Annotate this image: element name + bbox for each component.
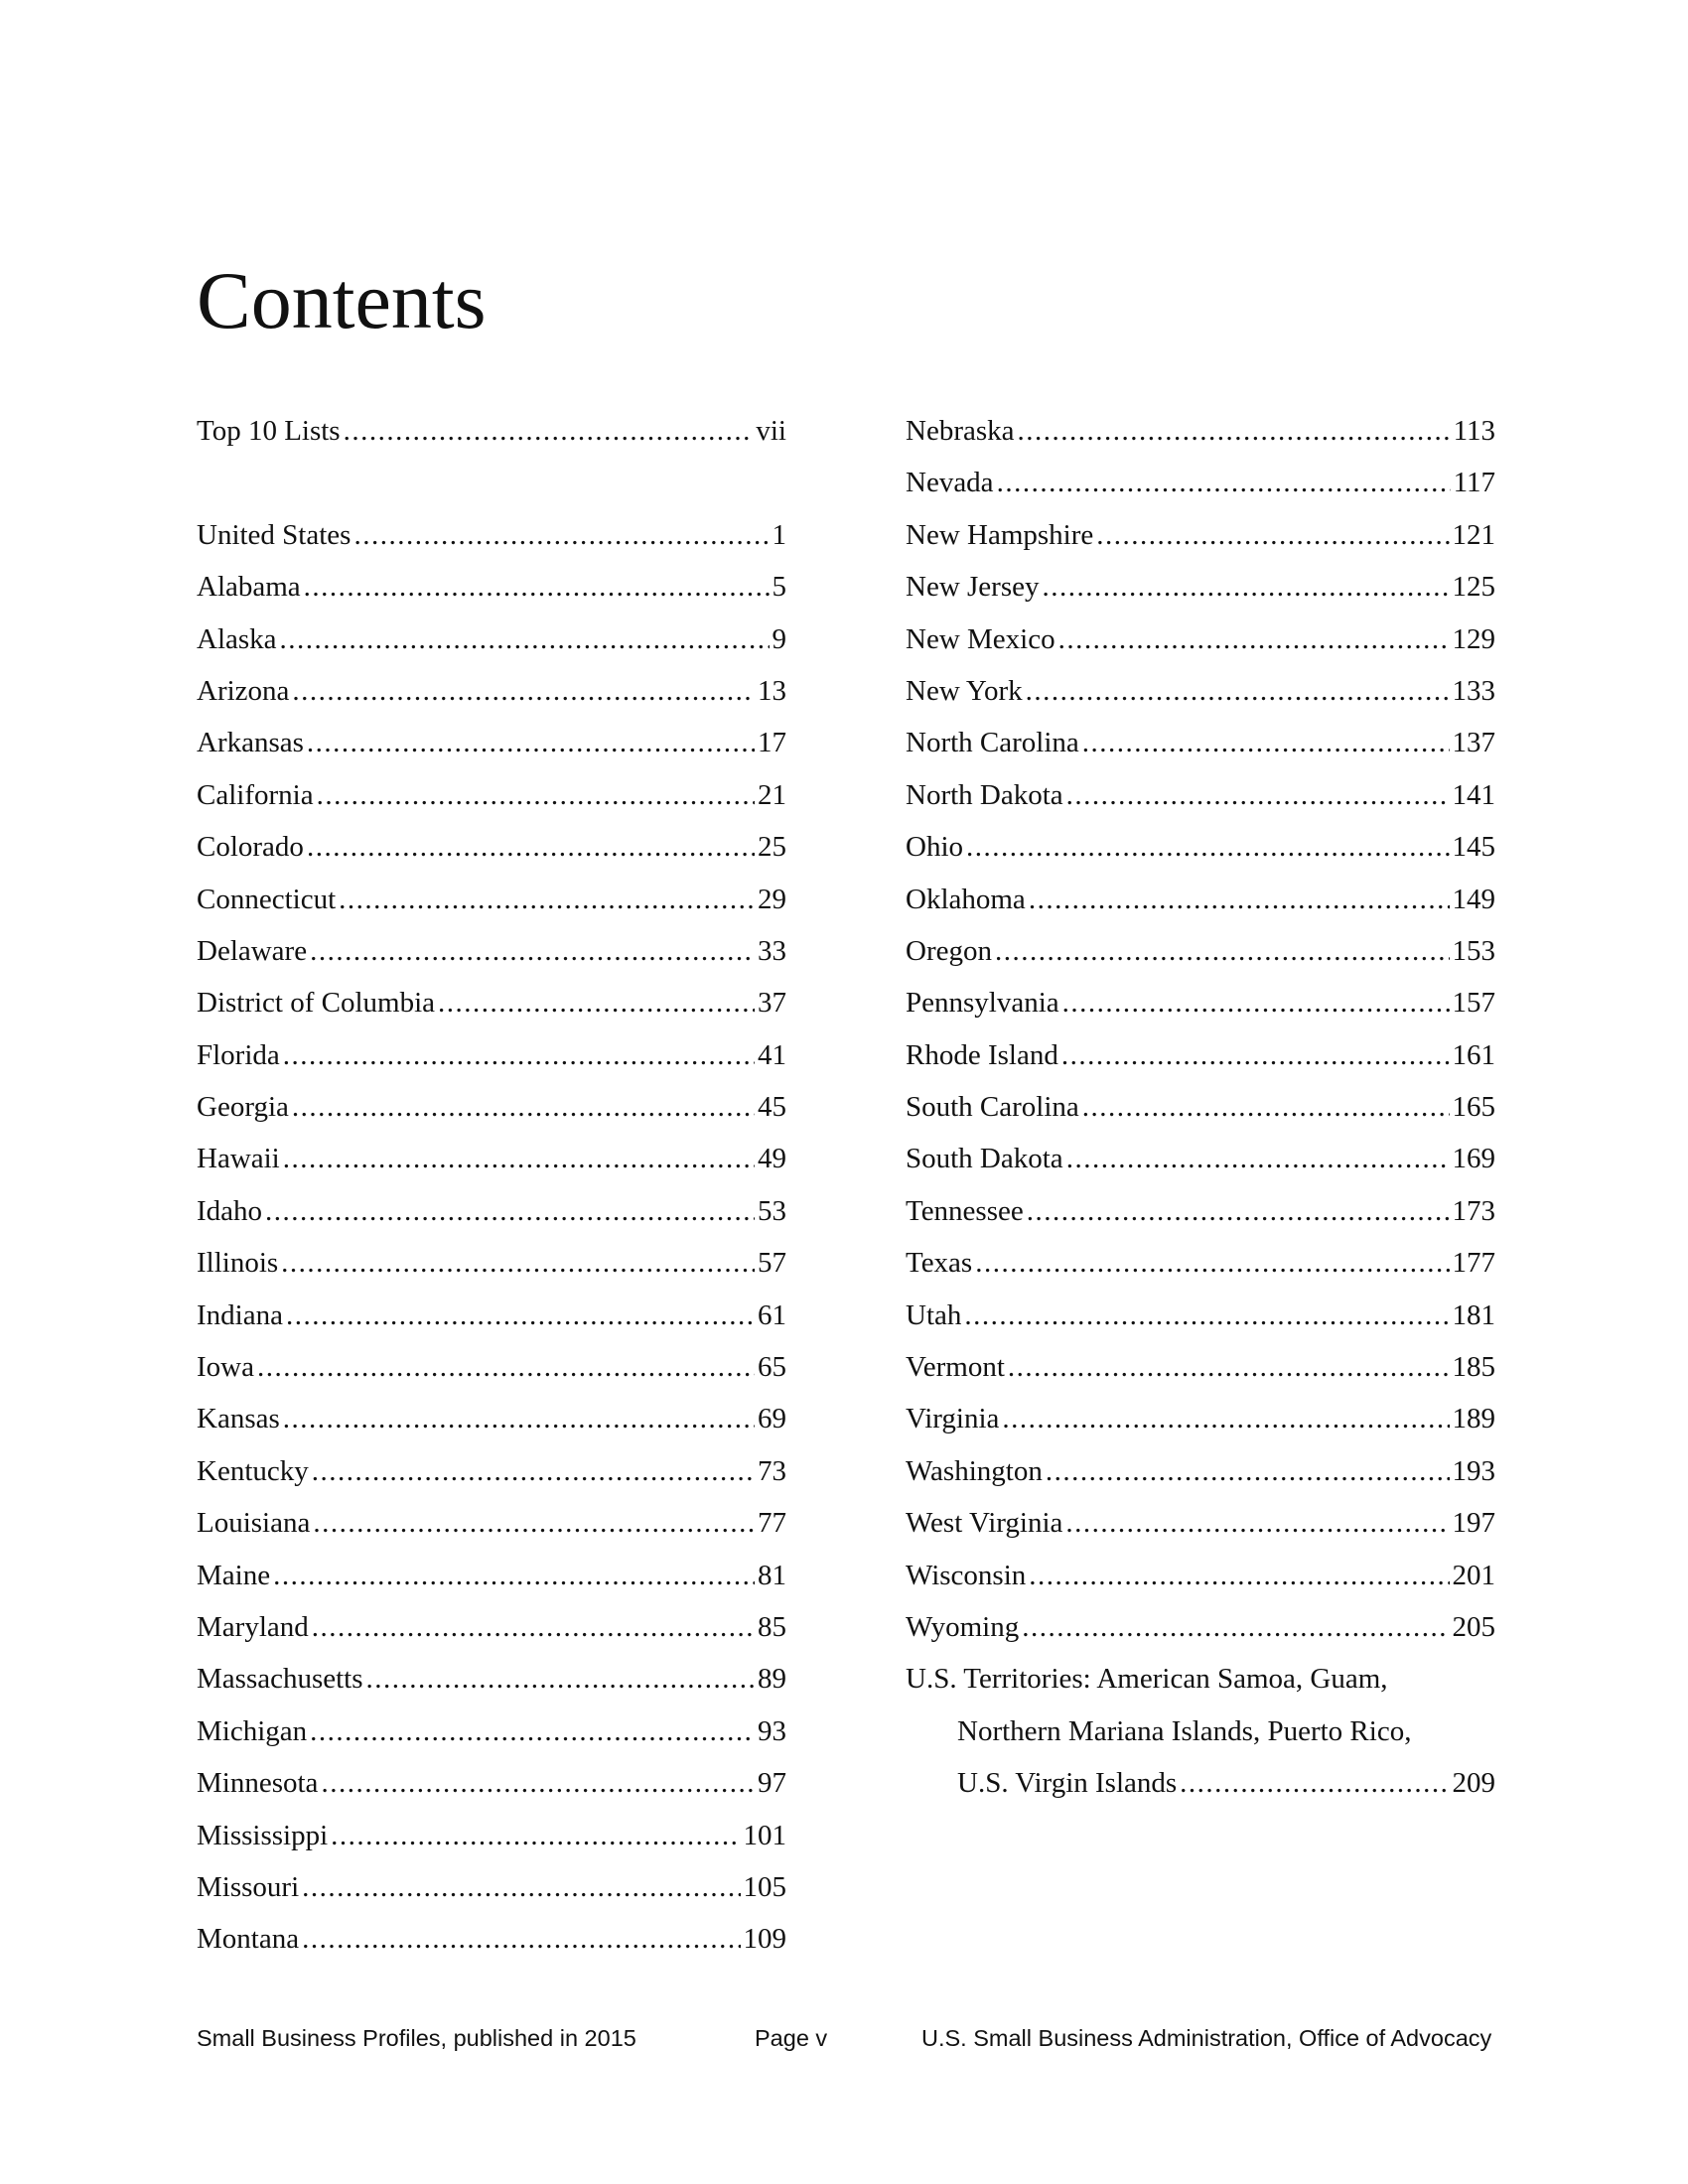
toc-entry[interactable] — [197, 884, 786, 935]
toc-entry-page: 85 — [758, 1610, 786, 1643]
dot-leader — [1065, 1507, 1449, 1540]
toc-entry-label: West Virginia — [906, 1507, 1063, 1540]
dot-leader — [1026, 675, 1450, 708]
toc-entry[interactable] — [197, 1767, 786, 1819]
toc-entry-label: California — [197, 778, 314, 811]
dot-leader — [1058, 623, 1450, 656]
toc-entry-label: Maryland — [197, 1610, 309, 1643]
dot-leader — [1066, 779, 1450, 812]
dot-leader — [302, 1923, 740, 1956]
toc-entry[interactable] — [197, 727, 786, 778]
toc-entry-label: Arizona — [197, 674, 290, 707]
toc-entry-page: 117 — [1453, 467, 1495, 499]
toc-entry[interactable] — [197, 1299, 786, 1351]
toc-entry[interactable] — [197, 1247, 786, 1298]
toc-entry-label: Oregon — [906, 934, 992, 967]
toc-entry-label: Utah — [906, 1298, 962, 1331]
toc-entry-label: Colorado — [197, 831, 304, 864]
toc-entry-page: 133 — [1452, 674, 1495, 707]
dot-leader — [310, 1715, 755, 1748]
toc-entry-page: 137 — [1452, 727, 1495, 759]
toc-entry-label: Massachusetts — [197, 1663, 363, 1696]
toc-entry-label: Pennsylvania — [906, 987, 1059, 1020]
toc-right-list — [906, 415, 1495, 1663]
toc-entry-label: Louisiana — [197, 1507, 311, 1540]
toc-entry-label: Mississippi — [197, 1819, 329, 1851]
toc-entry-label: North Dakota — [906, 778, 1063, 811]
dot-leader — [1002, 1403, 1449, 1435]
toc-entry[interactable] — [197, 1871, 786, 1923]
toc-entry-page: 57 — [758, 1247, 786, 1280]
toc-entry[interactable] — [906, 1195, 1495, 1247]
toc-entry[interactable] — [906, 623, 1495, 675]
toc-entry-label: Indiana — [197, 1298, 283, 1331]
toc-entry-label: Tennessee — [906, 1194, 1024, 1227]
toc-entry-page: 121 — [1452, 518, 1495, 551]
dot-leader — [283, 1403, 755, 1435]
dot-leader — [283, 1143, 755, 1175]
dot-leader — [1027, 1195, 1450, 1228]
toc-entry-page: 177 — [1452, 1247, 1495, 1280]
dot-leader — [1008, 1351, 1450, 1384]
toc-entry-page: 197 — [1452, 1507, 1495, 1540]
toc-entry-page: 169 — [1452, 1143, 1495, 1175]
dot-leader — [339, 884, 755, 916]
toc-entry[interactable] — [197, 1560, 786, 1611]
toc-entry-page: 205 — [1452, 1610, 1495, 1643]
toc-entry[interactable] — [906, 935, 1495, 987]
toc-entry[interactable] — [906, 519, 1495, 571]
toc-entry-label: Top 10 Lists — [197, 415, 341, 447]
toc-entry-label: United States — [197, 518, 352, 551]
toc-entry-territories-line3[interactable] — [906, 1767, 1495, 1819]
dot-leader — [286, 1299, 755, 1332]
toc-entry-label: Ohio — [906, 831, 963, 864]
toc-entry-label: Georgia — [197, 1091, 289, 1124]
toc-entry-page: 101 — [743, 1819, 786, 1851]
toc-entry-page: 185 — [1452, 1351, 1495, 1384]
dot-leader — [302, 1871, 740, 1904]
toc-entry[interactable] — [906, 1455, 1495, 1507]
toc-entry-page: 37 — [758, 987, 786, 1020]
dot-leader — [1029, 884, 1450, 916]
toc-entry-page: 153 — [1452, 934, 1495, 967]
toc-entry-page: 141 — [1452, 778, 1495, 811]
toc-entry[interactable] — [906, 779, 1495, 831]
toc-entry-label: Nebraska — [906, 415, 1015, 447]
footer-publication: Small Business Profiles, published in 2015 — [197, 2025, 636, 2051]
dot-leader — [975, 1247, 1449, 1280]
dot-leader — [312, 1611, 755, 1644]
toc-entry[interactable] — [906, 1351, 1495, 1403]
dot-leader — [292, 675, 755, 708]
toc-entry-label: Michigan — [197, 1714, 308, 1747]
toc-entry-label: New Hampshire — [906, 518, 1094, 551]
toc-entry-label: North Carolina — [906, 727, 1079, 759]
toc-entry-label: Virginia — [906, 1403, 1000, 1435]
toc-entry[interactable] — [197, 1715, 786, 1767]
toc-entry[interactable] — [906, 884, 1495, 935]
toc-entry[interactable] — [197, 935, 786, 987]
dot-leader — [1018, 415, 1451, 448]
dot-leader — [1082, 1091, 1450, 1124]
toc-entry-label: Wyoming — [906, 1610, 1020, 1643]
toc-entry-label: Connecticut — [197, 883, 337, 915]
toc-entry[interactable] — [197, 1143, 786, 1194]
toc-entry-label: Hawaii — [197, 1143, 280, 1175]
toc-entry-label: U.S. Territories: American Samoa, Guam, — [906, 1663, 1388, 1696]
toc-entry[interactable] — [197, 831, 786, 883]
toc-entry-page: 9 — [772, 622, 786, 655]
toc-entry[interactable] — [906, 1143, 1495, 1194]
dot-leader — [1066, 1143, 1450, 1175]
toc-entry-label: South Dakota — [906, 1143, 1063, 1175]
toc-entry[interactable] — [197, 1195, 786, 1247]
toc-entry[interactable] — [197, 987, 786, 1038]
toc-entry-page: 69 — [758, 1403, 786, 1435]
toc-entry-page: 81 — [758, 1559, 786, 1591]
toc-entry[interactable] — [906, 1039, 1495, 1091]
toc-entry[interactable] — [906, 1091, 1495, 1143]
toc-entry-page: 5 — [772, 571, 786, 604]
dot-leader — [317, 779, 755, 812]
toc-right-column — [906, 415, 1495, 1820]
toc-entry[interactable] — [906, 1560, 1495, 1611]
toc-entry-page: 209 — [1452, 1767, 1495, 1800]
dot-leader — [995, 935, 1450, 968]
toc-entry[interactable] — [906, 1299, 1495, 1351]
toc-entry-page: 89 — [758, 1663, 786, 1696]
toc-entry-page: 65 — [758, 1351, 786, 1384]
toc-left-column — [197, 415, 786, 1976]
dot-leader — [344, 415, 754, 448]
toc-entry[interactable] — [197, 1039, 786, 1091]
dot-leader — [366, 1663, 755, 1696]
toc-entry-page: vii — [756, 415, 786, 447]
dot-leader — [265, 1195, 755, 1228]
toc-entry[interactable] — [906, 415, 1495, 467]
toc-entry-page: 113 — [1453, 415, 1495, 447]
toc-entry-page: 13 — [758, 674, 786, 707]
footer-page-number: Page v — [755, 2025, 828, 2051]
toc-entry-label: South Carolina — [906, 1091, 1079, 1124]
toc-left-list — [197, 519, 786, 1976]
toc-entry-label: New York — [906, 674, 1023, 707]
toc-entry-label: New Jersey — [906, 571, 1040, 604]
toc-entry-page: 105 — [743, 1870, 786, 1903]
toc-entry[interactable] — [197, 675, 786, 727]
toc-entry-page: 129 — [1452, 622, 1495, 655]
toc-entry[interactable] — [197, 1091, 786, 1143]
dot-leader — [307, 831, 755, 864]
spacer — [197, 467, 786, 518]
toc-entry-label: Alabama — [197, 571, 301, 604]
dot-leader — [964, 1299, 1449, 1332]
toc-entry-label: Maine — [197, 1559, 271, 1591]
toc-entry[interactable] — [906, 571, 1495, 622]
toc-entry[interactable] — [906, 467, 1495, 518]
dot-leader — [312, 1455, 755, 1488]
dot-leader — [353, 519, 769, 552]
toc-entry[interactable] — [197, 779, 786, 831]
dot-leader — [257, 1351, 755, 1384]
toc-entry-page: 17 — [758, 727, 786, 759]
dot-leader — [273, 1560, 755, 1592]
dot-leader — [997, 467, 1451, 499]
dot-leader — [1029, 1560, 1449, 1592]
dot-leader — [1046, 1455, 1450, 1488]
toc-entry-page: 33 — [758, 934, 786, 967]
dot-leader — [281, 1247, 755, 1280]
toc-entry-label: Florida — [197, 1038, 280, 1071]
toc-entry-page: 73 — [758, 1454, 786, 1487]
dot-leader — [321, 1767, 755, 1800]
toc-entry-label: Kentucky — [197, 1454, 309, 1487]
toc-entry-page: 181 — [1452, 1298, 1495, 1331]
toc-entry-page: 173 — [1452, 1194, 1495, 1227]
toc-entry-page: 77 — [758, 1507, 786, 1540]
dot-leader — [280, 623, 770, 656]
toc-entry-label: Minnesota — [197, 1767, 319, 1800]
toc-entry-label: New Mexico — [906, 622, 1055, 655]
toc-entry-label: Washington — [906, 1454, 1043, 1487]
dot-leader — [1082, 727, 1450, 759]
toc-entry-label: Rhode Island — [906, 1038, 1058, 1071]
toc-entry-page: 61 — [758, 1298, 786, 1331]
toc-entry-label: Alaska — [197, 622, 277, 655]
footer-organization: U.S. Small Business Administration, Office of Advocacy — [921, 2025, 1492, 2051]
toc-entry-label: Kansas — [197, 1403, 280, 1435]
toc-entry[interactable] — [906, 831, 1495, 883]
toc-entry-territories-line1[interactable] — [906, 1663, 1495, 1714]
toc-entry[interactable] — [197, 1455, 786, 1507]
dot-leader — [331, 1820, 740, 1852]
toc-entry-label: Wisconsin — [906, 1559, 1027, 1591]
toc-entry[interactable] — [197, 519, 786, 571]
dot-leader — [283, 1039, 755, 1072]
toc-entry-label: Oklahoma — [906, 883, 1026, 915]
toc-entry-label: Idaho — [197, 1194, 263, 1227]
toc-entry[interactable] — [906, 1611, 1495, 1663]
toc-entry-page: 157 — [1452, 987, 1495, 1020]
toc-entry-label: District of Columbia — [197, 987, 436, 1020]
toc-entry[interactable] — [906, 1403, 1495, 1454]
toc-entry-page: 201 — [1452, 1559, 1495, 1591]
dot-leader — [1022, 1611, 1449, 1644]
toc-entry-page: 109 — [743, 1923, 786, 1956]
dot-leader — [1042, 571, 1449, 604]
toc-entry-page: 165 — [1452, 1091, 1495, 1124]
dot-leader — [1096, 519, 1449, 552]
dot-leader — [1061, 1039, 1450, 1072]
toc-entry[interactable] — [197, 623, 786, 675]
toc-entry-page: 1 — [772, 518, 786, 551]
dot-leader — [307, 727, 755, 759]
dot-leader — [310, 935, 755, 968]
toc-entry-page: 29 — [758, 883, 786, 915]
dot-leader — [313, 1507, 755, 1540]
page-title: Contents — [197, 255, 487, 345]
toc-entry-label: Delaware — [197, 934, 308, 967]
toc-entry[interactable] — [906, 1507, 1495, 1559]
toc-entry[interactable] — [906, 1247, 1495, 1298]
toc-entry-label: Iowa — [197, 1351, 254, 1384]
toc-entry-territories-line2[interactable] — [906, 1715, 1495, 1767]
toc-entry[interactable] — [906, 727, 1495, 778]
toc-entry[interactable] — [197, 1403, 786, 1454]
dot-leader — [1180, 1767, 1449, 1800]
toc-entry[interactable] — [197, 571, 786, 622]
toc-entry-label: Northern Mariana Islands, Puerto Rico, — [957, 1714, 1412, 1747]
toc-entry-page: 93 — [758, 1714, 786, 1747]
toc-entry-label: Arkansas — [197, 727, 304, 759]
toc-entry-page: 145 — [1452, 831, 1495, 864]
toc-entry-label: Texas — [906, 1247, 973, 1280]
toc-entry-page: 161 — [1452, 1038, 1495, 1071]
toc-entry[interactable] — [197, 1507, 786, 1559]
toc-entry-page: 25 — [758, 831, 786, 864]
toc-entry-label: Missouri — [197, 1870, 300, 1903]
toc-entry-label: Montana — [197, 1923, 300, 1956]
dot-leader — [292, 1091, 755, 1124]
toc-entry-page: 189 — [1452, 1403, 1495, 1435]
dot-leader — [304, 571, 770, 604]
toc-entry-page: 53 — [758, 1194, 786, 1227]
toc-entry[interactable] — [906, 987, 1495, 1038]
toc-entry-page: 21 — [758, 778, 786, 811]
toc-entry[interactable] — [197, 1923, 786, 1975]
toc-entry-page: 193 — [1452, 1454, 1495, 1487]
toc-entry[interactable] — [197, 1820, 786, 1871]
toc-entry-page: 125 — [1452, 571, 1495, 604]
dot-leader — [1062, 987, 1450, 1020]
dot-leader — [966, 831, 1450, 864]
toc-entry-top-10-lists[interactable] — [197, 415, 786, 467]
toc-entry-label: Illinois — [197, 1247, 279, 1280]
toc-entry-page: 49 — [758, 1143, 786, 1175]
toc-entry-page: 97 — [758, 1767, 786, 1800]
toc-entry-page: 149 — [1452, 883, 1495, 915]
toc-entry-page: 45 — [758, 1091, 786, 1124]
toc-entry[interactable] — [906, 675, 1495, 727]
toc-entry-label: U.S. Virgin Islands — [957, 1767, 1178, 1800]
toc-entry-page: 41 — [758, 1038, 786, 1071]
toc-entry[interactable] — [197, 1351, 786, 1403]
toc-entry[interactable] — [197, 1663, 786, 1714]
toc-entry-label: Vermont — [906, 1351, 1005, 1384]
dot-leader — [438, 987, 755, 1020]
toc-entry-label: Nevada — [906, 467, 994, 499]
toc-entry[interactable] — [197, 1611, 786, 1663]
